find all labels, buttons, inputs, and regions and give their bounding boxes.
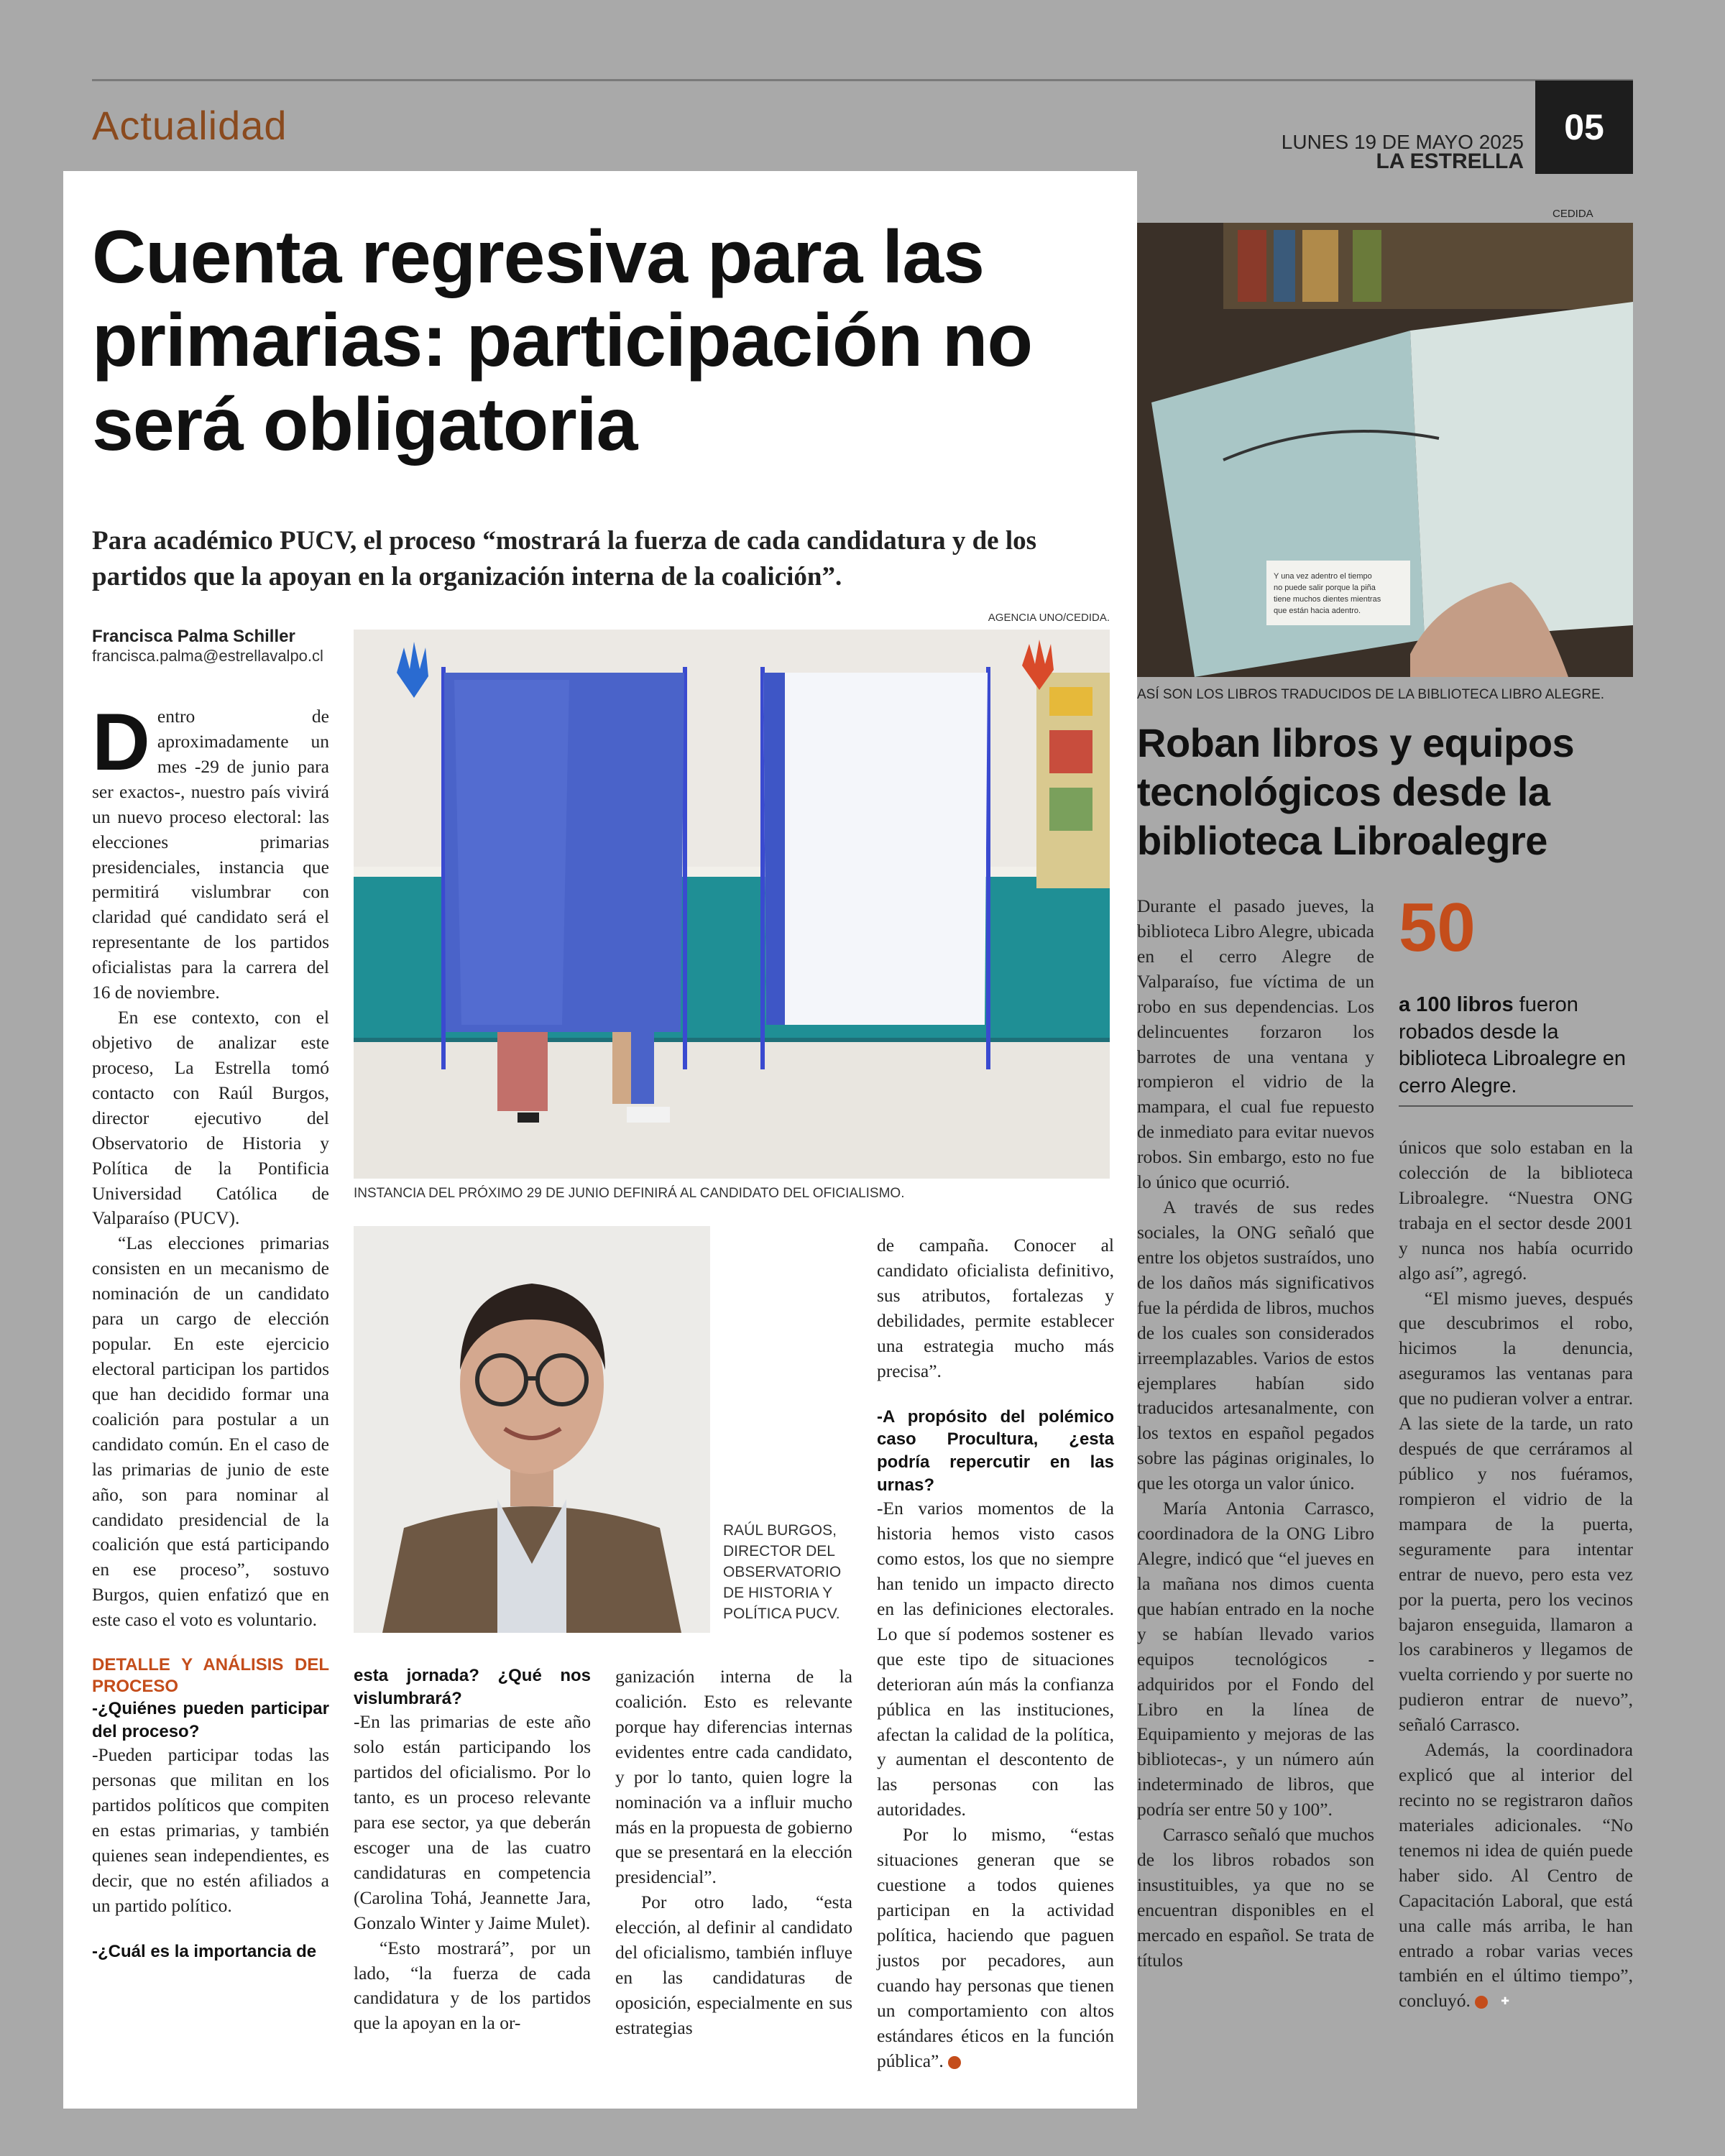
side-photo-credit: CEDIDA bbox=[1552, 208, 1593, 220]
question-2-end: esta jornada? ¿Qué nos vislumbrará? bbox=[354, 1666, 591, 1708]
newspaper-name: LA ESTRELLA bbox=[1376, 149, 1524, 173]
voting-booths-illustration bbox=[354, 630, 1110, 1179]
article-column-3 bbox=[615, 1664, 852, 2041]
main-deck: Para académico PUCV, el proceso “mostrará la fuerza de cada candidatura y de los partidos que la apoyan en la organización interna de la coalición”. bbox=[92, 526, 1037, 591]
answer-2: -En las primarias de este año solo están participando los partidos del oficialismo. Por lo tanto, es un proceso relevante para ese sector, ya que deberán escoger una de las cuatro candidaturas en competencia (Carolina Tohá, Jeannette Jara, Gonzalo Winter y Jaime Mulet). bbox=[354, 1711, 591, 1933]
answer-3: -En varios momentos de la historia hemos visto casos como estos, los que no siempre han tenido un impacto directo en las definiciones electorales. Lo que sí podemos sostener es que este tipo de situaciones deterioran aún más la confianza pública en las instituciones, afectan la calidad de la política, y aumentan el descontento de las personas con las autoridades. bbox=[877, 1498, 1114, 1820]
portrait-illustration bbox=[354, 1226, 710, 1633]
side-c2-paragraph-3 bbox=[1399, 1738, 1633, 2014]
side-c1-paragraph-3: María Antonia Carrasco, coordinadora de la ONG Libro Alegre, indicó que “el jueves en la mañana nos dimos cuenta que habían entrado en la noche y se habían llevado varios equipos tecnológicos -adquiridos por el Fondo del Libro en la línea de Equipamiento y mejoras de las bibliotecas-, y un número aún indeterminado de libros, que podría ser entre 50 y 100”. bbox=[1137, 1498, 1374, 1820]
col3-paragraph-1: ganización interna de la coalición. Esto es relevante porque hay diferencias internas evidentes entre cada candidato, y por lo tanto, quien logre la nominación va a influir mucho más en la propuesta de gobierno que se presentará en la elección presidencial”. bbox=[615, 1666, 852, 1888]
end-mark-icon: ✚ bbox=[948, 2056, 961, 2069]
side-c2-paragraph-3-text: Además, la coordinadora explicó que al interior del recinto no se registraron daños materiales adicionales. “No tenemos ni idea de quién puede haber sido. Al Centro de Capacitación Laboral, que está una calle más arriba, le han entrado a robar varias veces también en el último tiempo”, concluyó. bbox=[1399, 1739, 1633, 2012]
side-c1-paragraph-4: Carrasco señaló que muchos de los libros robados son insustituibles, ya que no se encuentran disponibles en el mercado en español. Se trata de títulos bbox=[1137, 1824, 1374, 1971]
page-number: 05 bbox=[1535, 80, 1633, 174]
question-3: -A propósito del polémico caso Procultura, ¿esta podría repercutir en las urnas? bbox=[877, 1406, 1114, 1495]
end-mark-icon: ✚ bbox=[1475, 1996, 1488, 2009]
top-rule bbox=[92, 79, 1633, 81]
col4-paragraph-2-text: Por lo mismo, “estas situaciones generan que se cuestione a todos quienes participan en la actividad política, haciendo que paguen justos por pecadores, aun cuando hay personas que tienen un comportamiento con altos estándares éticos en la función pública”. bbox=[877, 1824, 1114, 2071]
side-photo-caption: ASÍ SON LOS LIBROS TRADUCIDOS DE LA BIBLIOTECA LIBRO ALEGRE. bbox=[1137, 687, 1605, 702]
section-title: Actualidad bbox=[92, 103, 288, 148]
book-page-text: Y una vez adentro el tiempo no puede salir porque la piña tiene muchos dientes mientras que están hacia adentro. bbox=[1274, 572, 1381, 615]
col3-paragraph-2: Por otro lado, “esta elección, al definir al candidato del oficialismo, también influye en las candidaturas de oposición, especialmente en sus estrategias bbox=[615, 1892, 852, 2038]
book-illustration bbox=[1137, 223, 1633, 677]
byline-name: Francisca Palma Schiller bbox=[92, 627, 295, 646]
portrait-photo bbox=[354, 1226, 710, 1633]
article-column-2 bbox=[354, 1664, 591, 2036]
side-c2-paragraph-1: únicos que solo estaban en la colección de la biblioteca Libroalegre. “Nuestra ONG trabaja en el sector desde 2001 y nunca nos había ocurrido algo así”, agregó. bbox=[1399, 1137, 1633, 1284]
photo-credit: AGENCIA UNO/CEDIDA. bbox=[988, 612, 1110, 624]
byline-email: francisca.palma@estrellavalpo.cl bbox=[92, 647, 323, 665]
col1-paragraph-2: En ese contexto, con el objetivo de analizar este proceso, La Estrella tomó contacto con Raúl Burgos, director ejecutivo del Observatorio de Historia y Política de la Pontificia Universidad Católica de Valparaíso (PUCV). bbox=[92, 1007, 329, 1229]
drop-cap: D bbox=[92, 697, 150, 787]
col4-paragraph-1: de campaña. Conocer al candidato oficialista definitivo, sus atributos, fortalezas y debilidades, permite establecer una estrategia mucho más precisa”. bbox=[877, 1235, 1114, 1381]
col2-paragraph: “Esto mostrará”, por un lado, “la fuerza de cada candidatura y de los partidos que la apoyan en la or- bbox=[354, 1937, 591, 2034]
big-number-text bbox=[1399, 992, 1629, 1100]
big-number-text-bold: a 100 libros bbox=[1399, 993, 1514, 1016]
side-c1-paragraph-2: A través de sus redes sociales, la ONG señaló que entre los objetos sustraídos, uno de los daños más significativos fue la pérdida de libros, muchos de los cuales son considerados irreemplazables. Varios de estos ejemplares habían sido traducidos artesanalmente, con los textos en español pegados sobre las páginas originales, lo que les otorga un valor único. bbox=[1137, 1197, 1374, 1494]
side-column-2 bbox=[1399, 1135, 1633, 2014]
side-rule bbox=[1399, 1105, 1633, 1107]
issue-date: LUNES 19 DE MAYO 2025 bbox=[1281, 131, 1524, 153]
col1-paragraph-1: entro de aproximadamente un mes -29 de junio para ser exactos-, nuestro país vivirá un nuevo proceso electoral: las elecciones primarias presidenciales, instancia que permitirá vislumbrar con claridad qué candidato será el representante de los partidos oficialistas para la carrera del 16 de noviembre. bbox=[92, 706, 329, 1003]
photo-caption-portrait: RAÚL BURGOS, DIRECTOR DEL OBSERVATORIO DE HISTORIA Y POLÍTICA PUCV. bbox=[723, 1522, 842, 1622]
voting-booths-photo bbox=[354, 630, 1110, 1179]
question-2-start: -¿Cuál es la importancia de bbox=[92, 1941, 317, 1961]
translated-book-photo bbox=[1137, 223, 1633, 677]
section-subhead: DETALLE Y ANÁLISIS DEL PROCESO bbox=[92, 1655, 329, 1697]
article-column-4 bbox=[877, 1233, 1114, 2073]
big-number-text-rest: fueron robados desde la biblioteca Libroalegre en cerro Alegre. bbox=[1399, 993, 1626, 1098]
big-number: 50 bbox=[1399, 889, 1476, 966]
col1-paragraph-3: “Las elecciones primarias consisten en un mecanismo de nominación de un candidato para un cargo de elección popular. En este ejercicio electoral participan los partidos que han decidido formar una coalición para postular a un candidato común. En el caso de las primarias de junio de este año, son para nominar al candidato presidencial de la coalición que está participando en ese proceso”, sostuvo Burgos, quien enfatizó que en este caso el voto es voluntario. bbox=[92, 1233, 329, 1631]
article-column-1 bbox=[92, 697, 329, 1963]
main-headline: Cuenta regresiva para las primarias: participación no será obligatoria bbox=[92, 216, 1032, 466]
side-column-1 bbox=[1137, 894, 1374, 1973]
photo-caption-booths: INSTANCIA DEL PRÓXIMO 29 DE JUNIO DEFINIRÁ AL CANDIDATO DEL OFICIALISMO. bbox=[354, 1186, 905, 1201]
answer-1: -Pueden participar todas las personas que militan en los partidos políticos que compiten en estas primarias, y también quienes sean independientes, es decir, que no estén afiliados a un partido político. bbox=[92, 1744, 329, 1916]
side-c1-paragraph-1: Durante el pasado jueves, la biblioteca Libro Alegre, ubicada en el cerro Alegre de Valparaíso, fue víctima de un robo en sus dependencias. Los delincuentes forzaron los barrotes de una ventana y rompieron el vidrio de la mampara, el cual fue repuesto de inmediato para evitar nuevos robos. Sin embargo, esto no fue lo único que ocurrió. bbox=[1137, 895, 1374, 1193]
side-headline: Roban libros y equipos tecnológicos desde la biblioteca Libroalegre bbox=[1137, 720, 1575, 863]
question-1: -¿Quiénes pueden participar del proceso? bbox=[92, 1699, 329, 1741]
col4-paragraph-2 bbox=[877, 1823, 1114, 2073]
side-c2-paragraph-2: “El mismo jueves, después que descubrimos el robo, hicimos la denuncia, aseguramos las ventanas para que no pudieran volver a entrar. A las siete de la tarde, un rato después de que cerráramos al público y nos fuéramos, rompieron el vidrio de la mampara de la puerta, seguramente para intentar entrar de nuevo, pero esta vez por la puerta, pero los vecinos bajaron enseguida, llamaron a los carabineros y llegamos de vuelta corriendo y por suerte no pudieron entrar de nuevo”, señaló Carrasco. bbox=[1399, 1287, 1633, 1736]
